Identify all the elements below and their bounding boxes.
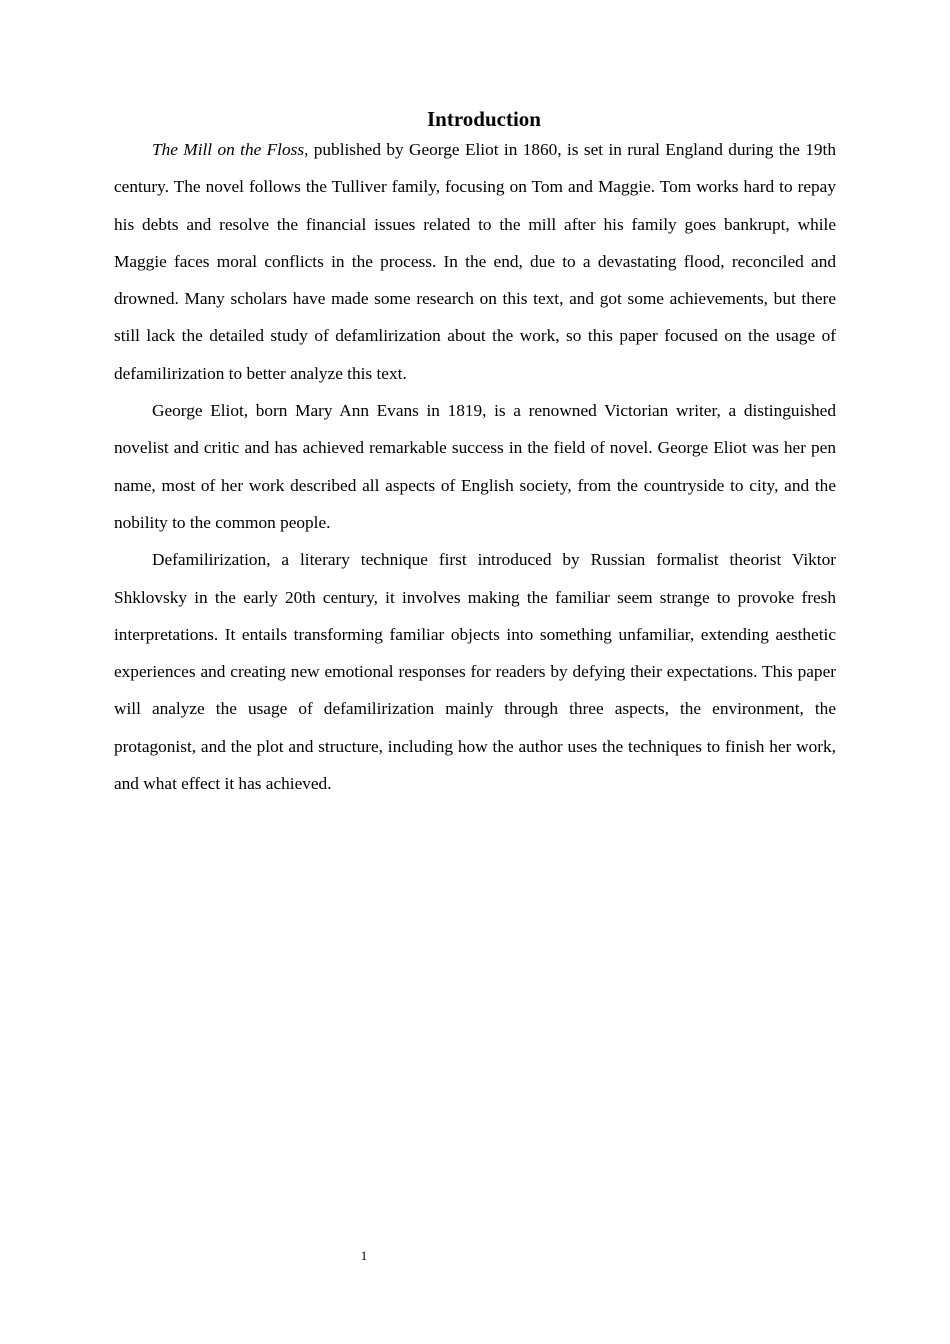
body-text: [114, 131, 836, 802]
paragraph-2-text: George Eliot, born Mary Ann Evans in 1819, is a renowned Victorian writer, a distinguished novelist and critic and has achieved remarkable success in the field of novel. George Eliot was her pen name, most of her work described all aspects of English society, from the countryside to city, and the nobility to the common people.: [114, 401, 836, 532]
paragraph-3: [114, 541, 836, 802]
paragraph-3-text: Defamilirization, a literary technique first introduced by Russian formalist theorist Viktor Shklovsky in the early 20th century, it involves making the familiar seem strange to provoke fresh interpretations. It entails transforming familiar objects into something unfamiliar, extending aesthetic experiences and creating new emotional responses for readers by defying their expectations. This paper will analyze the usage of defamilirization mainly through three aspects, the environment, the protagonist, and the plot and structure, including how the author uses the techniques to finish her work, and what effect it has achieved.: [114, 550, 836, 794]
paragraph-1-text: , published by George Eliot in 1860, is set in rural England during the 19th century. The novel follows the Tulliver family, focusing on Tom and Maggie. Tom works hard to repay his debts and resolve the financial issues related to the mill after his family goes bankrupt, while Maggie faces moral conflicts in the process. In the end, due to a devastating flood, reconciled and drowned. Many scholars have made some research on this text, and got some achievements, but there still lack the detailed study of defamlirization about the work, so this paper focused on the usage of defamilirization to better analyze this text.: [114, 140, 836, 383]
paragraph-2: [114, 392, 836, 541]
paragraph-1: [114, 131, 836, 392]
novel-title: The Mill on the Floss: [152, 140, 305, 159]
section-heading: Introduction: [427, 107, 541, 131]
page-number: 1: [360, 1248, 368, 1263]
